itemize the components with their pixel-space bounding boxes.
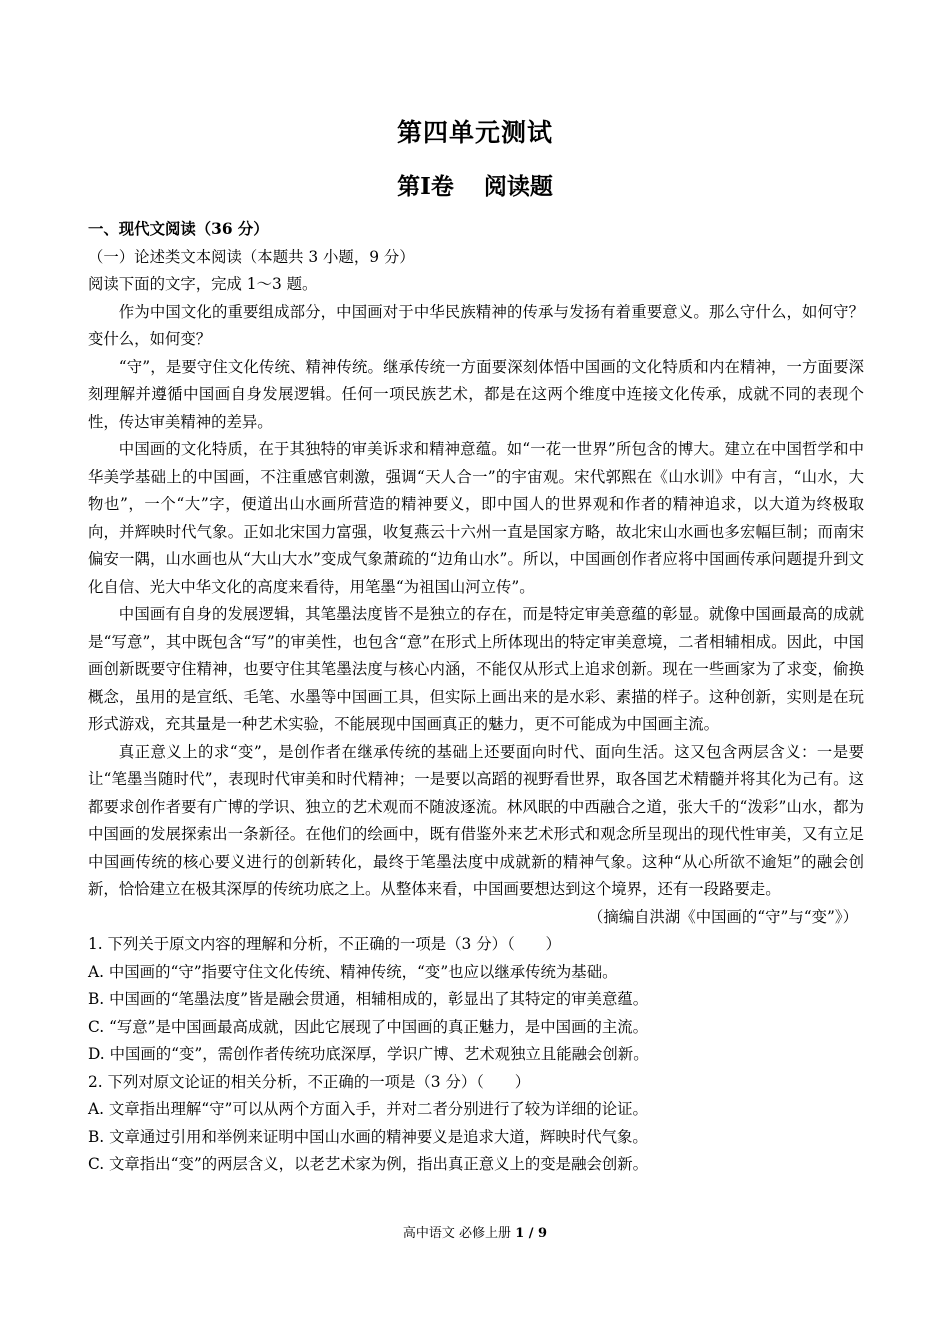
question-option: C. 文章指出“变”的两层含义，以老艺术家为例，指出真正意义上的变是融会创新。	[88, 1155, 649, 1173]
page-footer	[0, 1222, 950, 1241]
subtitle-type: 阅读题	[483, 173, 553, 200]
passage-paragraph: 作为中国文化的重要组成部分，中国画对于中华民族精神的传承与发扬有着重要意义。那么守什么，如何守？变什么，如何变？	[88, 302, 864, 348]
passage-paragraph: 中国画的文化特质，在于其独特的审美诉求和精神意蕴。如“一花一世界”所包含的博大。建立在中国哲学和中华美学基础上的中国画，不注重感官刺激，强调“天人合一”的宇宙观。宋代郭熙在《山水训》中有言，“山水，大物也”，一个“大”字，便道出山水画所营造的精神要义，即中国人的世界观和作者的精神追求，以大道为终极取向，并辉映时代气象。正如北宋国力富强，收复燕云十六州一直是国家方略，故北宋山水画也多宏幅巨制；而南宋偏安一隅，山水画也从“大山大水”变成气象萧疏的“边角山水”。所以，中国画创作者应将中国画传承问题提升到文化自信、光大中华文化的高度来看待，用笔墨“为祖国山河立传”。	[88, 440, 864, 596]
section-heading: 一、现代文阅读（36 分）	[88, 220, 269, 238]
question-stem: 2. 下列对原文论证的相关分析，不正确的一项是（3 分）（ ）	[88, 1072, 531, 1091]
question-option: C. “写意”是中国画最高成就，因此它展现了中国画的真正魅力，是中国画的主流。	[88, 1017, 649, 1036]
page-number: 1 / 9	[515, 1226, 548, 1241]
page-title: 第四单元测试	[396, 118, 553, 147]
question-option: A. 中国画的“守”指要守住文化传统、精神传统，“变”也应以继承传统为基础。	[88, 962, 618, 981]
footer-text: 高中语文 必修上册	[402, 1226, 512, 1241]
subtitle-volume: 第Ⅰ卷	[397, 173, 454, 200]
instruction: 阅读下面的文字，完成 1～3 题。	[88, 275, 318, 293]
passage-paragraph: “守”，是要守住文化传统、精神传统。继承传统一方面要深刻体悟中国画的文化特质和内在精神，一方面要深刻理解并遵循中国画自身发展逻辑。任何一项民族艺术，都是在这两个维度中连接文化传承，成就不同的表现个性，传达审美精神的差异。	[88, 357, 864, 431]
passage-paragraph: 中国画有自身的发展逻辑，其笔墨法度皆不是独立的存在，而是特定审美意蕴的彰显。就像中国画最高的成就是“写意”，其中既包含“写”的审美性，也包含“意”在形式上所体现出的特定审美意境，二者相辅相成。因此，中国画创新既要守住精神，也要守住其笔墨法度与核心内涵，不能仅从形式上追求创新。现在一些画家为了求变，偷换概念，虽用的是宣纸、毛笔、水墨等中国画工具，但实际上画出来的是水彩、素描的样子。这种创新，实则是在玩形式游戏，充其量是一种艺术实验，不能展现中国画真正的魅力，更不可能成为中国画主流。	[88, 605, 864, 733]
question-stem: 1. 下列关于原文内容的理解和分析，不正确的一项是（3 分）（ ）	[88, 935, 561, 953]
question-option: A. 文章指出理解“守”可以从两个方面入手，并对二者分别进行了较为详细的论证。	[88, 1100, 648, 1118]
page-subtitle	[0, 168, 950, 201]
passage-source: （摘编自洪湖《中国画的“守”与“变”》）	[587, 907, 858, 926]
document-body	[88, 216, 864, 1179]
sub-heading: （一）论述类文本阅读（本题共 3 小题，9 分）	[88, 247, 415, 266]
passage-paragraph: 真正意义上的求“变”，是创作者在继承传统的基础上还要面向时代、面向生活。这又包含两层含义：一是要让“笔墨当随时代”，表现时代审美和时代精神；一是要以高蹈的视野看世界，取各国艺术精髓并将其化为己有。这都要求创作者要有广博的学识、独立的艺术观而不随波逐流。林风眠的中西融合之道，张大千的“泼彩”山水，都为中国画的发展探索出一条新径。在他们的绘画中，既有借鉴外来艺术形式和观念所呈现出的现代性审美，又有立足中国画传统的核心要义进行的创新转化，最终于笔墨法度中成就新的精神气象。这种“从心所欲不逾矩”的融会创新，恰恰建立在极其深厚的传统功底之上。从整体来看，中国画要想达到这个境界，还有一段路要走。	[88, 742, 864, 898]
question-option: B. 中国画的“笔墨法度”皆是融会贯通，相辅相成的，彰显出了其特定的审美意蕴。	[88, 990, 649, 1008]
question-option: B. 文章通过引用和举例来证明中国山水画的精神要义是追求大道，辉映时代气象。	[88, 1127, 648, 1146]
question-option: D. 中国画的“变”，需创作者传统功底深厚，学识广博、艺术观独立且能融会创新。	[88, 1045, 649, 1063]
